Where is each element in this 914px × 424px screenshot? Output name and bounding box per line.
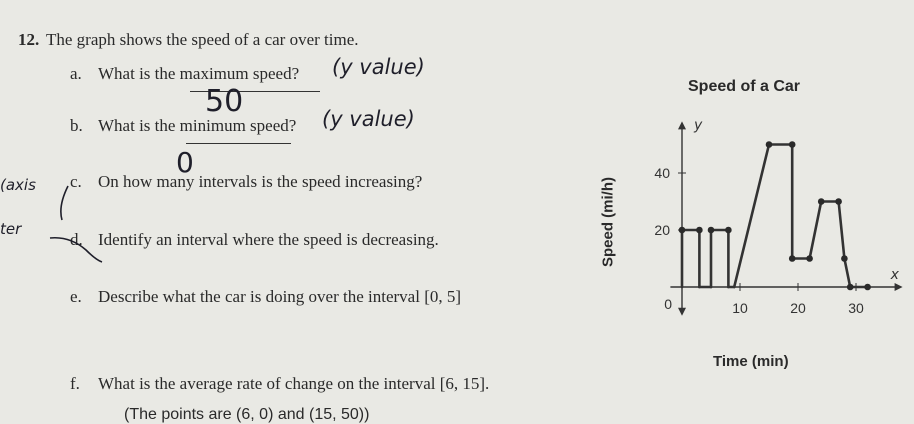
x-tick-label: 20 [790,300,806,316]
answer-line-b [186,143,291,144]
origin-label: 0 [664,296,672,312]
data-point [835,198,842,205]
x-tick-label: 30 [848,300,864,316]
handwritten-answer-b: 0 [176,146,194,179]
question-d-letter: d. [70,230,83,249]
chart-ylabel: Speed (mi/h) [599,176,617,268]
question-e-letter: e. [70,287,82,306]
data-point [679,227,686,234]
question-f-letter: f. [70,374,80,393]
y-axis-arrow [678,121,686,129]
handwritten-bracket [40,176,130,266]
data-point [818,198,825,205]
handwritten-margin-note-2: ter [0,220,22,238]
chart-xlabel: Time (min) [713,353,789,370]
problem-number: 12. [18,30,40,49]
data-segment [839,202,845,259]
question-c-letter: c. [70,172,82,191]
handwritten-margin-note-1: (axis [0,176,36,194]
data-point [766,141,773,148]
data-point [789,255,796,262]
data-segment [844,259,850,288]
hint-text: (The points are (6, 0) and (15, 50)) [124,406,370,423]
data-point [841,255,848,262]
x-axis-letter: x [890,267,899,283]
data-point [725,227,732,234]
chart-title: Speed of a Car [688,78,801,95]
x-tick-label: 10 [732,300,748,316]
y-axis-letter: y [694,117,703,134]
question-b-text: What is the minimum speed? [98,116,297,135]
y-axis-arrow-down [678,308,686,316]
question-a-text: What is the maximum speed? [98,64,300,83]
data-point [789,141,796,148]
question-e-text: Describe what the car is doing over the interval [0, 5] [98,287,462,306]
question-c-text: On how many intervals is the speed increasing? [98,172,423,191]
problem-intro: The graph shows the speed of a car over time. [46,30,359,49]
question-b-letter: b. [70,116,83,135]
data-segment [734,145,769,288]
question-d-text: Identify an interval where the speed is decreasing. [98,230,439,249]
data-segment [810,202,822,259]
x-axis-arrow [895,283,903,291]
handwritten-note-a: (y value) [332,55,425,79]
handwritten-note-b: (y value) [322,107,415,131]
data-point [696,227,703,234]
question-f-text: What is the average rate of change on the interval [6, 15]. [98,374,490,393]
speed-chart [614,110,914,370]
data-point [806,255,813,262]
question-a-letter: a. [70,64,82,83]
data-point [847,284,854,291]
handwritten-answer-a: 50 [205,84,244,119]
data-point [864,284,871,291]
y-tick-label: 40 [654,165,670,181]
y-tick-label: 20 [654,222,670,238]
data-point [708,227,715,234]
